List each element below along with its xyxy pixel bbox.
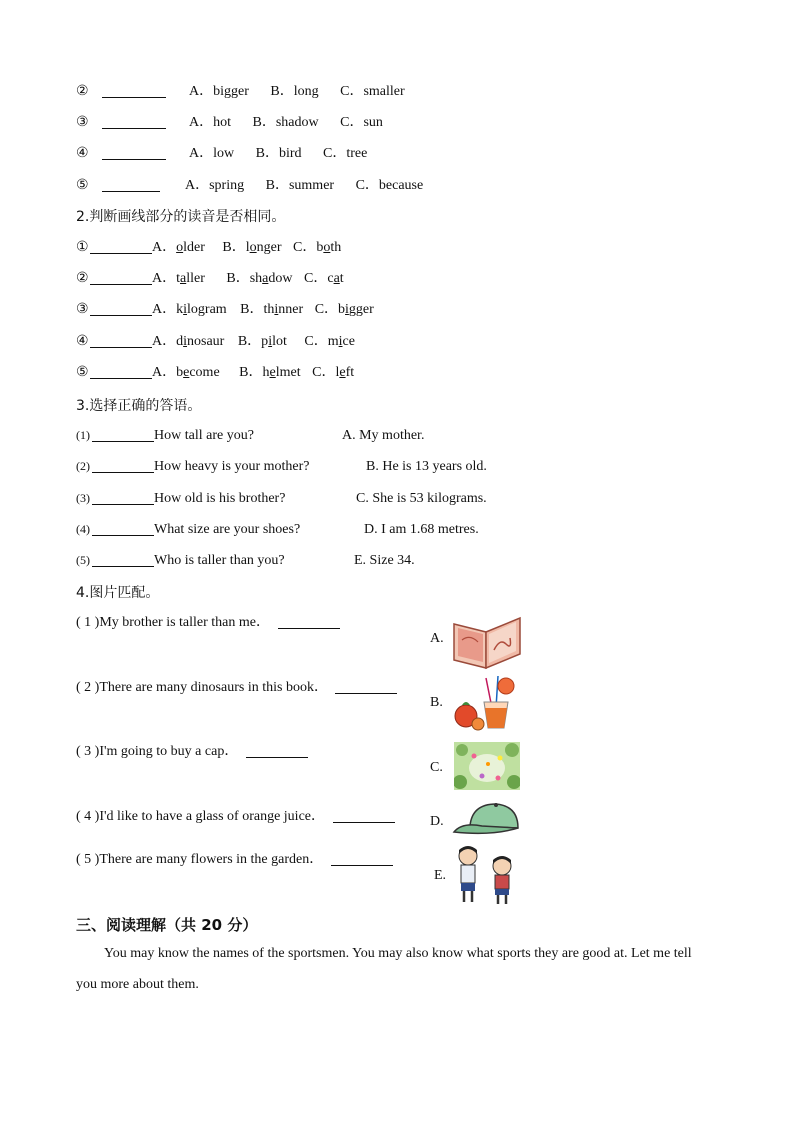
q4-row xyxy=(76,743,308,761)
q2-row xyxy=(76,364,354,382)
sentence: ( 4 )I'd like to have a glass of orange juice． xyxy=(76,809,325,824)
option-b: B．thinner xyxy=(240,302,304,317)
option-letter: B. xyxy=(430,695,443,710)
item-number: ③ xyxy=(76,115,89,130)
answer-option: B. He is 13 years old. xyxy=(366,459,487,474)
item-number: (3) xyxy=(76,491,90,505)
q2-row xyxy=(76,239,341,257)
option-a: A．become xyxy=(152,365,220,380)
answer-blank[interactable] xyxy=(102,145,166,160)
item-number: ④ xyxy=(76,334,89,349)
option-c: C．both xyxy=(293,240,342,255)
item-number: ⑤ xyxy=(76,365,89,380)
item-number: ③ xyxy=(76,302,89,317)
q2-row xyxy=(76,301,374,319)
option-a: A．kilogram xyxy=(152,302,227,317)
answer-blank[interactable] xyxy=(90,301,152,316)
q4-row xyxy=(76,808,395,826)
option-a: A．low xyxy=(189,146,235,161)
option-c: C．mice xyxy=(304,334,355,349)
option-a: A．hot xyxy=(189,115,231,130)
part1-row xyxy=(76,177,423,195)
answer-blank[interactable] xyxy=(90,333,152,348)
sentence: ( 1 )My brother is taller than me． xyxy=(76,615,271,630)
option-b: B．pilot xyxy=(237,334,287,349)
part1-row xyxy=(76,145,367,163)
garden-flowers-picture xyxy=(454,742,520,790)
question-text: Who is taller than you? xyxy=(154,553,285,568)
answer-option: C. She is 53 kilograms. xyxy=(356,491,487,506)
option-letter: D. xyxy=(430,814,444,829)
question-4-heading: 4.图片匹配。 xyxy=(76,585,160,601)
item-number: ④ xyxy=(76,146,89,161)
option-a: A．dinosaur xyxy=(152,334,225,349)
q4-row xyxy=(76,614,340,632)
item-number: (5) xyxy=(76,553,90,567)
q3-row xyxy=(76,489,487,508)
answer-blank[interactable] xyxy=(335,679,397,694)
section-3-title: 三、阅读理解（共 20 分） xyxy=(76,916,258,934)
option-c: C．sun xyxy=(340,115,383,130)
option-b: B．shadow xyxy=(226,271,293,286)
option-c: C．smaller xyxy=(340,84,405,99)
item-number: ① xyxy=(76,240,89,255)
answer-blank[interactable] xyxy=(92,521,154,536)
option-a: A．taller xyxy=(152,271,205,286)
question-text: What size are your shoes? xyxy=(154,522,301,537)
answer-blank[interactable] xyxy=(333,808,395,823)
item-number: ② xyxy=(76,271,89,286)
answer-blank[interactable] xyxy=(90,364,152,379)
sentence: ( 2 )There are many dinosaurs in this book． xyxy=(76,680,328,695)
part1-row xyxy=(76,83,405,101)
option-b: B．longer xyxy=(222,240,282,255)
option-c: C．because xyxy=(355,178,424,193)
option-b: B．shadow xyxy=(252,115,319,130)
option-a: A．older xyxy=(152,240,205,255)
answer-blank[interactable] xyxy=(246,743,308,758)
q3-row xyxy=(76,457,487,476)
book-picture xyxy=(450,610,524,670)
option-c: C．tree xyxy=(323,146,368,161)
answer-blank[interactable] xyxy=(92,552,154,567)
answer-blank[interactable] xyxy=(102,114,166,129)
answer-option: D. I am 1.68 metres. xyxy=(364,522,479,537)
question-3-heading: 3.选择正确的答语。 xyxy=(76,398,202,414)
q4-row xyxy=(76,851,393,869)
item-number: (2) xyxy=(76,459,90,473)
answer-option: E. Size 34. xyxy=(354,553,415,568)
answer-blank[interactable] xyxy=(90,239,152,254)
option-c: C．cat xyxy=(304,271,344,286)
answer-blank[interactable] xyxy=(278,614,340,629)
option-letter: C. xyxy=(430,760,443,775)
question-text: How heavy is your mother? xyxy=(154,459,310,474)
answer-blank[interactable] xyxy=(92,458,154,473)
cap-picture xyxy=(452,800,522,838)
question-text: How tall are you? xyxy=(154,428,254,443)
reading-paragraph: You may know the names of the sportsmen. You may also know what sports they are good at. Let me tell you more about them. xyxy=(76,946,692,992)
q3-row xyxy=(76,426,424,445)
orange-juice-picture xyxy=(452,672,522,732)
sentence: ( 5 )There are many flowers in the garden． xyxy=(76,852,324,867)
question-text: How old is his brother? xyxy=(154,491,286,506)
option-b: B．summer xyxy=(265,178,335,193)
answer-option: A. My mother. xyxy=(342,428,425,443)
item-number: ⑤ xyxy=(76,178,89,193)
option-a: A．bigger xyxy=(189,84,249,99)
answer-blank[interactable] xyxy=(90,270,152,285)
option-c: C．bigger xyxy=(314,302,374,317)
item-number: ② xyxy=(76,84,89,99)
two-boys-picture xyxy=(454,844,522,908)
part1-row xyxy=(76,114,383,132)
q3-row xyxy=(76,520,479,539)
q3-row xyxy=(76,551,415,570)
item-number: (1) xyxy=(76,428,90,442)
question-2-heading: 2.判断画线部分的读音是否相同。 xyxy=(76,209,286,225)
option-b: B．bird xyxy=(255,146,302,161)
sentence: ( 3 )I'm going to buy a cap． xyxy=(76,744,239,759)
option-b: B．long xyxy=(270,84,319,99)
option-a: A．spring xyxy=(185,178,245,193)
answer-blank[interactable] xyxy=(92,427,154,442)
answer-blank[interactable] xyxy=(331,851,393,866)
option-letter: E. xyxy=(434,868,447,883)
answer-blank[interactable] xyxy=(102,83,166,98)
option-letter: A. xyxy=(430,631,444,646)
option-b: B．helmet xyxy=(239,365,301,380)
q4-row xyxy=(76,679,397,697)
option-c: C．left xyxy=(312,365,355,380)
item-number: (4) xyxy=(76,522,90,536)
q2-row xyxy=(76,270,344,288)
q2-row xyxy=(76,333,355,351)
answer-blank[interactable] xyxy=(102,177,160,192)
answer-blank[interactable] xyxy=(92,490,154,505)
